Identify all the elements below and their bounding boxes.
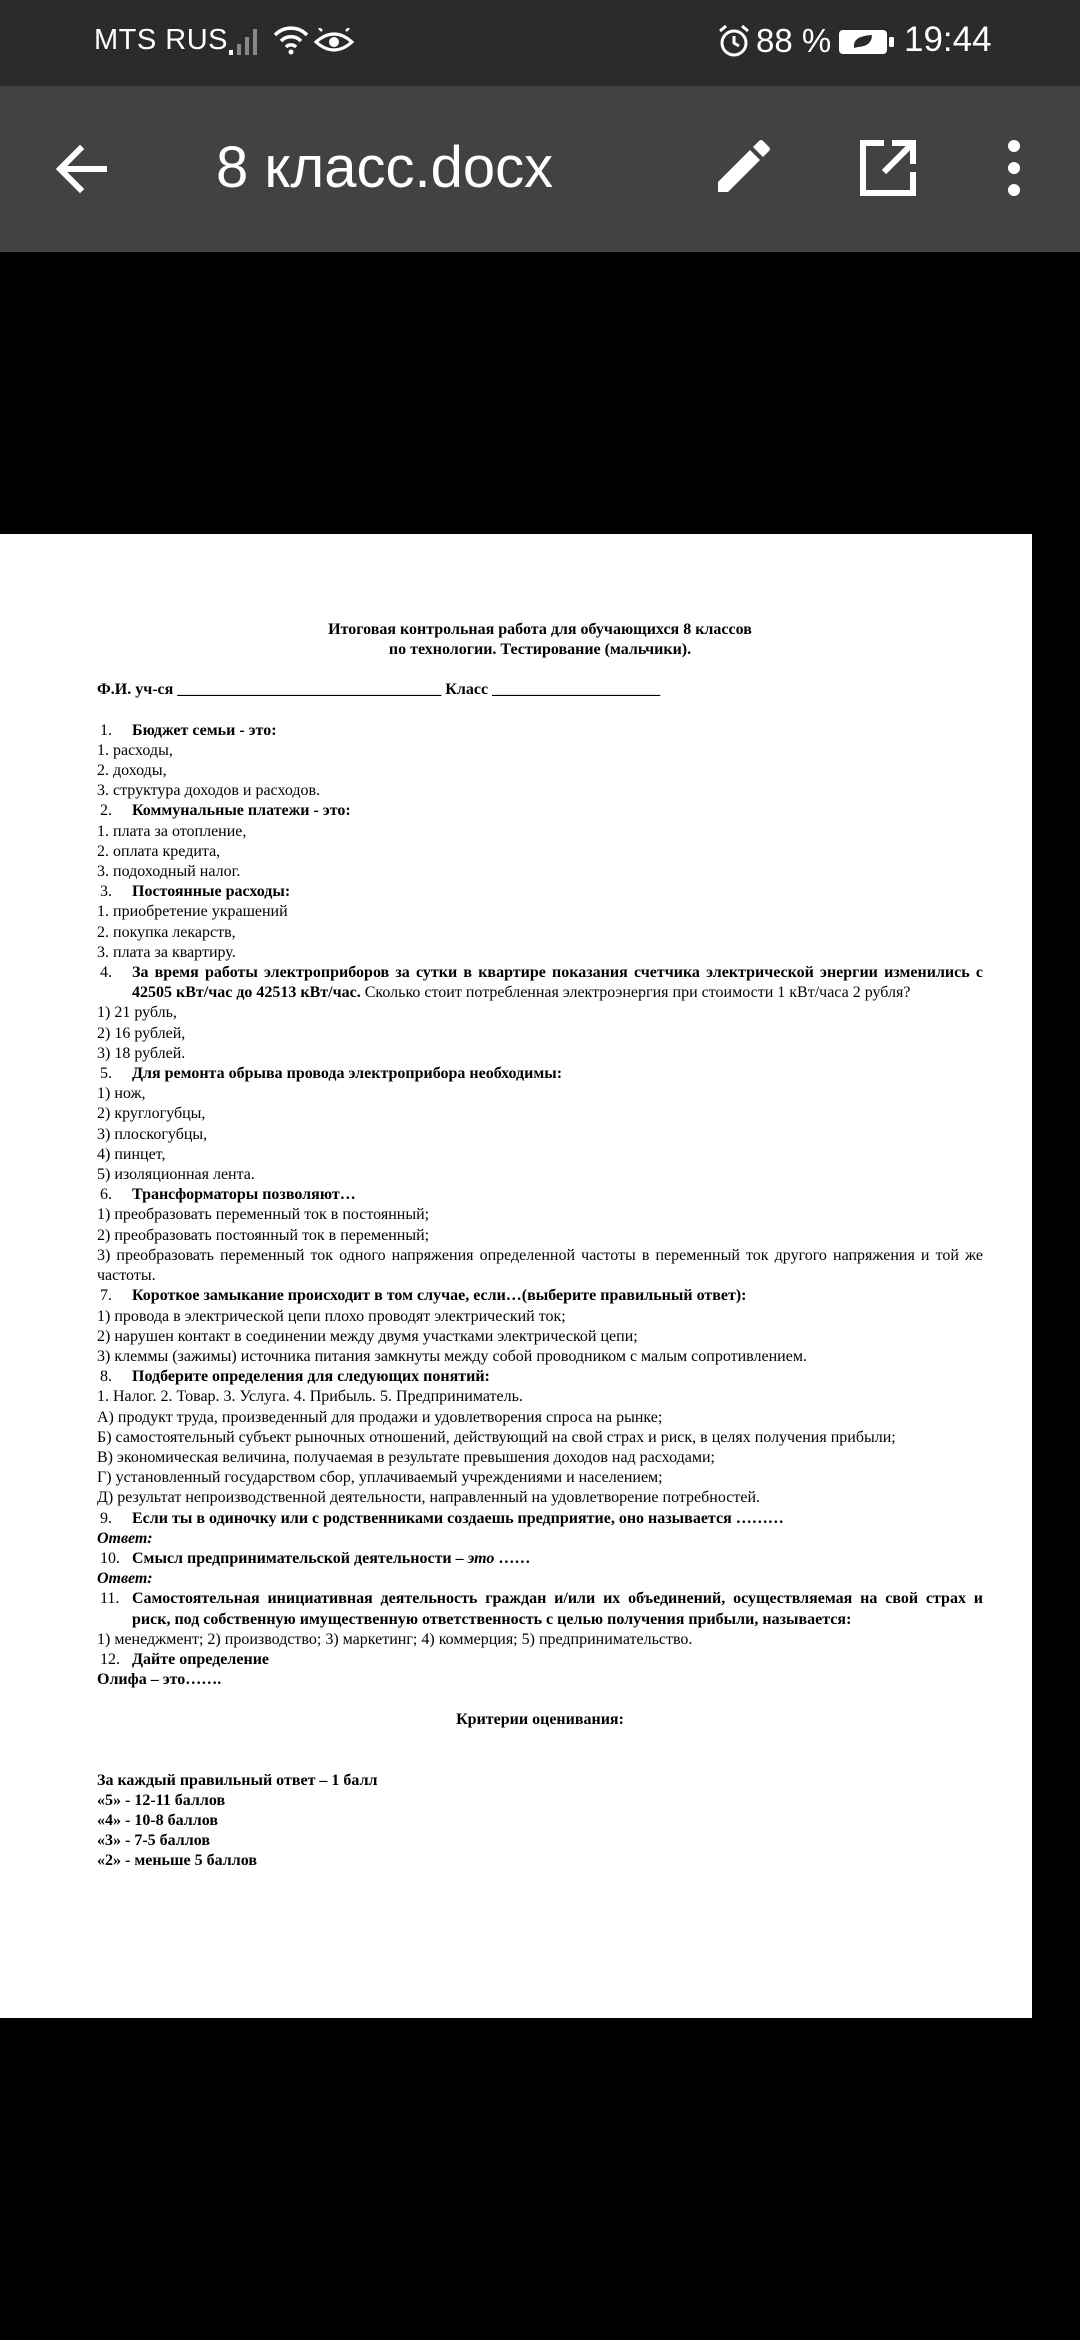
doc-title-line-2: по технологии. Тестирование (мальчики).: [388, 641, 692, 659]
question-4: 4. За время работы электроприборов за сутки в квартире показания счетчика электрической энергии изменились с 42505 кВт/час до 42513 кВт/час. Сколько стоит потребленная электроэнергия при стоимости 1 кВт/часа 2 рубля?: [100, 964, 983, 1002]
q8-option: Д) результат непроизводственной деятельности, направленный на удовлетворение потребностей.: [97, 1489, 761, 1507]
app-bar: [0, 86, 1080, 252]
q8-option: А) продукт труда, произведенный для продажи и удовлетворения спроса на рынке;: [97, 1408, 663, 1426]
doc-title-line-1: Итоговая контрольная работа для обучающихся 8 классов: [328, 621, 752, 638]
q2-option: 1. плата за отопление,: [97, 822, 247, 840]
q1-option: 2. доходы,: [97, 762, 167, 780]
q1-option: 3. структура доходов и расходов.: [97, 782, 321, 800]
back-arrow-icon[interactable]: [54, 144, 108, 194]
question-11: 11. Самостоятельная инициативная деятельность граждан и/или их объединений, осуществляемая на свой страх и риск, под собственную имущественную ответственность с целью получения прибыли, называется:: [100, 1590, 983, 1628]
fio-line: Ф.И. уч-ся _________________________________ Класс _____________________: [97, 681, 661, 699]
question-1: 1. Бюджет семьи - это:: [100, 721, 277, 739]
wifi-icon: [272, 24, 310, 56]
question-2: 2. Коммунальные платежи - это:: [100, 802, 351, 820]
signal-icon: [228, 26, 262, 56]
q3-option: 3. плата за квартиру.: [97, 943, 236, 961]
document-page[interactable]: [0, 534, 1032, 2018]
q8-option: В) экономическая величина, получаемая в результате превышения доходов над расходами;: [97, 1448, 715, 1466]
alarm-icon: [718, 24, 750, 58]
q7-option: 1) провода в электрической цепи плохо проводят электрический ток;: [97, 1307, 566, 1325]
q6-option: 2) преобразовать постоянный ток в переменный;: [97, 1226, 430, 1244]
q8-option: Г) установленный государством сбор, уплачиваемый учреждениями и населением;: [97, 1469, 663, 1487]
carrier-name: MTS RUS: [94, 24, 228, 56]
battery-percent: 88 %: [756, 22, 832, 59]
q7-option: 2) нарушен контакт в соединении между двумя участками электрической цепи;: [97, 1327, 638, 1345]
question-9: 9. Если ты в одиночку или с родственниками создаешь предприятие, оно называется ………: [100, 1509, 784, 1527]
criteria-item: За каждый правильный ответ – 1 балл: [97, 1771, 378, 1789]
q9-answer-label: Ответ:: [97, 1529, 153, 1547]
q2-option: 3. подоходный налог.: [97, 863, 241, 881]
question-7: 7. Короткое замыкание происходит в том случае, если…(выберите правильный ответ):: [100, 1287, 747, 1305]
criteria-title: Критерии оценивания:: [456, 1711, 624, 1729]
criteria-item: «5» - 12-11 баллов: [97, 1791, 226, 1809]
edit-pencil-icon[interactable]: [712, 138, 772, 198]
q12-definition: Олифа – это…….: [97, 1671, 222, 1689]
q7-option: 3) клеммы (зажимы) источника питания замкнуты между собой проводником с малым сопротивлением.: [97, 1347, 807, 1365]
open-external-icon[interactable]: [858, 138, 918, 198]
criteria-item: «4» - 10-8 баллов: [97, 1811, 218, 1829]
q8-option: Б) самостоятельный субъект рыночных отношений, действующий на свой страх и риск, в целях получения прибыли;: [97, 1428, 896, 1446]
q4-option: 1) 21 рубль,: [97, 1004, 177, 1022]
document-content: [97, 620, 983, 1872]
more-vertical-icon[interactable]: [1000, 138, 1028, 198]
status-bar: [0, 0, 1080, 86]
q8-terms: 1. Налог. 2. Товар. 3. Услуга. 4. Прибыль. 5. Предприниматель.: [97, 1388, 523, 1406]
question-5: 5. Для ремонта обрыва провода электроприбора необходимы:: [100, 1065, 563, 1083]
q1-option: 1. расходы,: [97, 741, 173, 759]
question-12: 12. Дайте определение: [100, 1650, 270, 1668]
q3-option: 1. приобретение украшений: [97, 903, 288, 921]
q6-option: 3) преобразовать переменный ток одного напряжения определенной частоты в переменный ток другого напряжения и той же частоты.: [97, 1246, 983, 1285]
q2-option: 2. оплата кредита,: [97, 842, 221, 860]
q5-option: 4) пинцет,: [97, 1145, 166, 1163]
q3-option: 2. покупка лекарств,: [97, 923, 236, 941]
question-3: 3. Постоянные расходы:: [100, 883, 291, 901]
eye-comfort-icon: [314, 28, 354, 56]
q5-option: 1) нож,: [97, 1085, 146, 1103]
q10-answer-label: Ответ:: [97, 1570, 153, 1588]
q4-option: 3) 18 рублей.: [97, 1044, 186, 1062]
criteria-item: «3» - 7-5 баллов: [97, 1832, 210, 1850]
criteria-item: «2» - меньше 5 баллов: [97, 1852, 257, 1870]
q11-options: 1) менеджмент; 2) производство; 3) маркетинг; 4) коммерция; 5) предпринимательство.: [97, 1630, 693, 1648]
question-8: 8. Подберите определения для следующих понятий:: [100, 1368, 490, 1386]
q4-option: 2) 16 рублей,: [97, 1024, 186, 1042]
battery-icon: [838, 28, 896, 56]
q6-option: 1) преобразовать переменный ток в постоянный;: [97, 1206, 430, 1224]
q5-option: 3) плоскогубцы,: [97, 1125, 208, 1143]
question-10: 10. Смысл предпринимательской деятельности – это ……: [100, 1549, 531, 1567]
q5-option: 5) изоляционная лента.: [97, 1166, 255, 1184]
question-6: 6. Трансформаторы позволяют…: [100, 1186, 356, 1204]
q5-option: 2) круглогубцы,: [97, 1105, 206, 1123]
clock: 19:44: [904, 20, 992, 59]
document-title: 8 класс.docx: [216, 135, 554, 200]
